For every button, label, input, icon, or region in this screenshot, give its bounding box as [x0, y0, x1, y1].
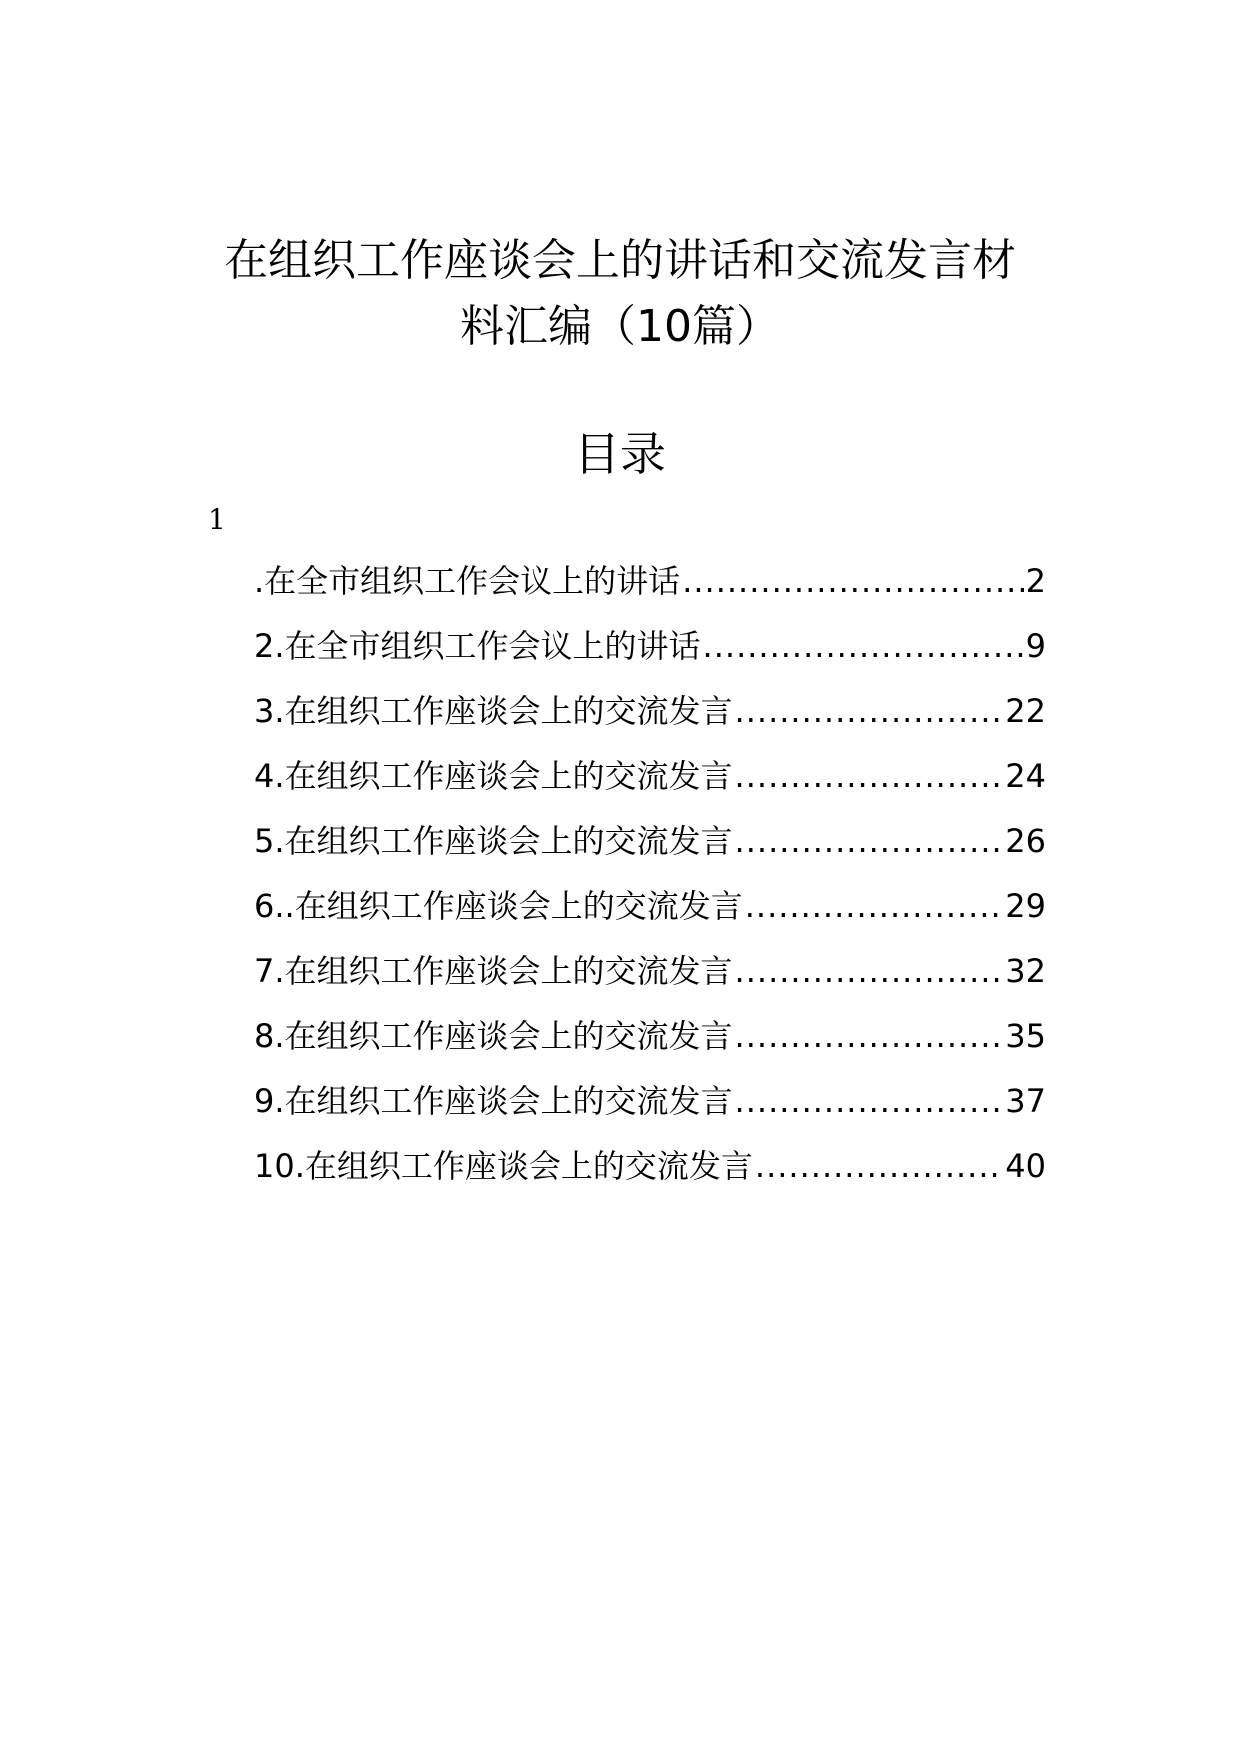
toc-entry-page: 32	[1005, 952, 1046, 990]
toc-entry-page: 9	[1025, 627, 1046, 665]
document-title-line-2: 料汇编（10篇）	[460, 301, 780, 352]
toc-entry[interactable]	[254, 886, 1046, 951]
toc-entry-label: 10.在组织工作座谈会上的交流发言	[254, 1147, 753, 1185]
document-title	[190, 228, 1050, 360]
toc-entry[interactable]	[254, 1146, 1046, 1211]
toc-entry-label: 4.在组织工作座谈会上的交流发言	[254, 757, 733, 795]
toc-entry[interactable]	[254, 756, 1046, 821]
toc-entry[interactable]	[254, 561, 1046, 626]
toc-entry[interactable]	[254, 626, 1046, 691]
toc-entry-page: 35	[1005, 1017, 1046, 1055]
toc-entry-leader	[735, 1016, 1004, 1056]
toc-entry-label: 9.在组织工作座谈会上的交流发言	[254, 1082, 733, 1120]
toc-entry-label: .在全市组织工作会议上的讲话	[254, 562, 681, 600]
stray-number: 1	[208, 503, 226, 536]
toc-entry-page: 37	[1005, 1082, 1046, 1120]
toc-entry-page: 26	[1005, 822, 1046, 860]
toc-entry-leader	[735, 691, 1004, 731]
toc-entry-label: 2.在全市组织工作会议上的讲话	[254, 627, 701, 665]
toc-entry-label: 8.在组织工作座谈会上的交流发言	[254, 1017, 733, 1055]
toc-entry-label: 5.在组织工作座谈会上的交流发言	[254, 822, 733, 860]
toc-entry[interactable]	[254, 951, 1046, 1016]
toc-entry-leader	[735, 1081, 1004, 1121]
toc-entry[interactable]	[254, 691, 1046, 756]
toc-entry-page: 22	[1005, 692, 1046, 730]
toc-entry-label: 7.在组织工作座谈会上的交流发言	[254, 952, 733, 990]
toc-entry-leader	[735, 756, 1004, 796]
toc-entry-leader	[755, 1146, 1003, 1186]
toc-entry[interactable]	[254, 1081, 1046, 1146]
toc-entry-page: 24	[1005, 757, 1046, 795]
table-of-contents	[254, 561, 1046, 1211]
toc-entry[interactable]	[254, 821, 1046, 886]
toc-entry-leader	[735, 821, 1004, 861]
toc-entry-leader	[735, 951, 1004, 991]
document-title-line-1: 在组织工作座谈会上的讲话和交流发言材	[224, 235, 1016, 286]
toc-entry-page: 40	[1005, 1147, 1046, 1185]
toc-entry-label: 6..在组织工作座谈会上的交流发言	[254, 887, 743, 925]
toc-entry-leader	[682, 561, 1023, 601]
toc-entry-page: 29	[1005, 887, 1046, 925]
toc-entry-label: 3.在组织工作座谈会上的交流发言	[254, 692, 733, 730]
toc-entry-leader	[745, 886, 1004, 926]
toc-entry-leader	[703, 626, 1024, 666]
toc-entry-page: 2	[1025, 562, 1046, 600]
toc-entry[interactable]	[254, 1016, 1046, 1081]
toc-heading: 目录	[574, 427, 666, 481]
